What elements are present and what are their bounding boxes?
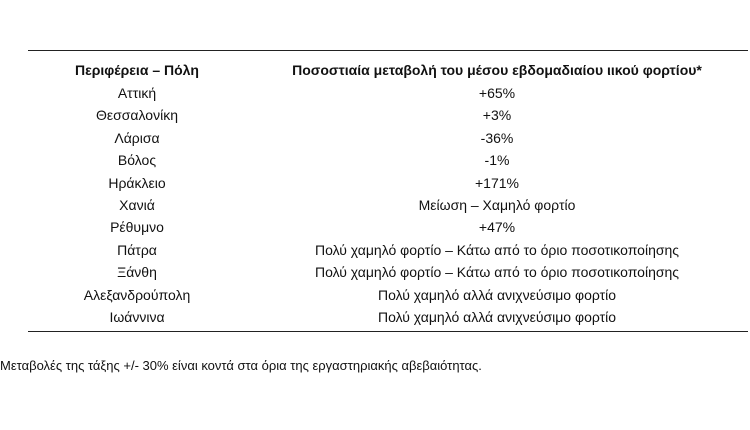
cell-city: Ηράκλειο bbox=[108, 174, 166, 191]
cell-change: -1% bbox=[484, 152, 510, 169]
table-row bbox=[28, 127, 748, 149]
table-row bbox=[28, 216, 748, 238]
cell-city: Βόλος bbox=[117, 152, 157, 169]
table-row bbox=[28, 239, 748, 261]
table-body bbox=[28, 82, 748, 332]
cell-city: Ρέθυμνο bbox=[110, 219, 164, 236]
table-row bbox=[28, 284, 748, 306]
cell-change: Πολύ χαμηλό αλλά ανιχνεύσιμο φορτίο bbox=[377, 286, 617, 303]
table-row bbox=[28, 194, 748, 216]
cell-change: -36% bbox=[480, 129, 514, 146]
cell-change: +65% bbox=[478, 85, 516, 101]
cell-change: Πολύ χαμηλό φορτίο – Κάτω από το όριο ποσοτικοποίησης bbox=[314, 241, 680, 258]
table-row bbox=[28, 306, 748, 332]
header-region-city: Περιφέρεια – Πόλη bbox=[74, 62, 199, 78]
table-row bbox=[28, 261, 748, 283]
viral-load-table bbox=[28, 50, 748, 332]
table-row bbox=[28, 172, 748, 194]
header-row bbox=[28, 51, 748, 83]
footnote: Μεταβολές της τάξης +/- 30% είναι κοντά στα όρια της εργαστηριακής αβεβαιότητας. bbox=[0, 358, 482, 373]
cell-city: Λάρισα bbox=[114, 129, 160, 146]
table-row bbox=[28, 104, 748, 126]
cell-city: Ιωάννινα bbox=[28, 306, 246, 332]
cell-city: Αττική bbox=[117, 85, 157, 101]
table-row bbox=[28, 149, 748, 171]
cell-city: Αλεξανδρούπολη bbox=[83, 286, 191, 303]
cell-city: Πάτρα bbox=[117, 241, 157, 258]
cell-change: +47% bbox=[478, 219, 516, 236]
cell-change: Μείωση – Χαμηλό φορτίο bbox=[418, 197, 576, 214]
cell-change: Πολύ χαμηλό αλλά ανιχνεύσιμο φορτίο bbox=[246, 306, 748, 332]
cell-city: Ξάνθη bbox=[117, 264, 157, 281]
table-header bbox=[28, 51, 748, 83]
cell-city: Χανιά bbox=[119, 197, 155, 214]
cell-city: Θεσσαλονίκη bbox=[96, 107, 178, 124]
cell-change: +3% bbox=[482, 107, 512, 124]
cell-change: +171% bbox=[475, 174, 519, 191]
table-row bbox=[28, 82, 748, 104]
cell-change: Πολύ χαμηλό φορτίο – Κάτω από το όριο ποσοτικοποίησης bbox=[314, 264, 680, 281]
header-percent-change: Ποσοστιαία μεταβολή του μέσου εβδομαδιαίου ιικού φορτίου* bbox=[292, 62, 702, 78]
